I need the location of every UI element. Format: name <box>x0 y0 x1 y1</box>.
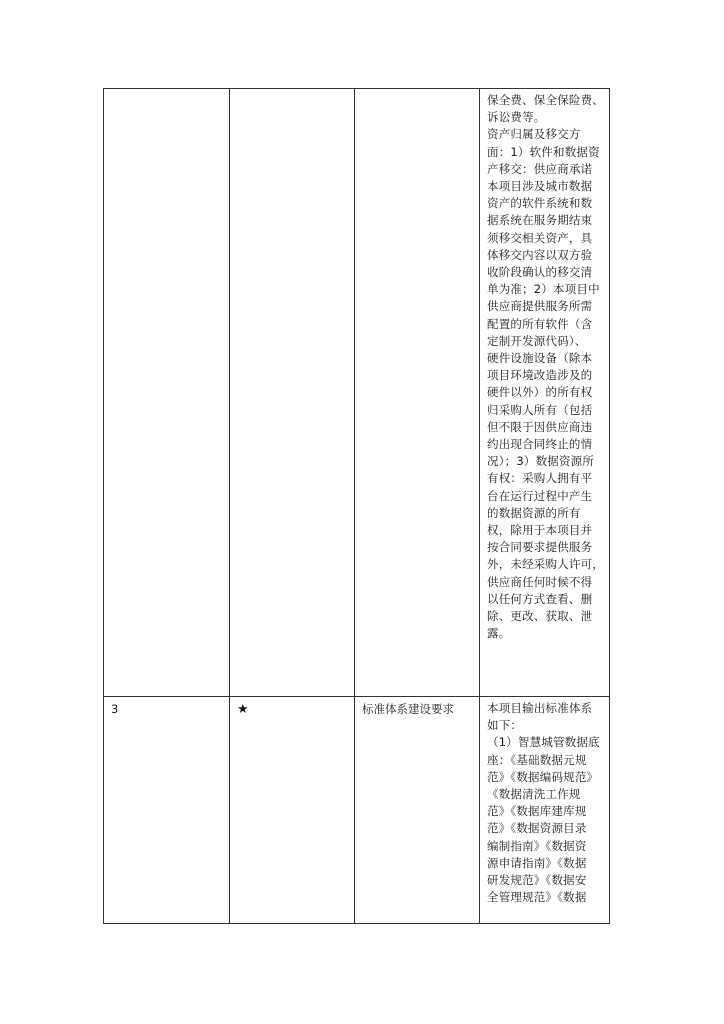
item-name: 标准体系建设要求 <box>362 702 454 716</box>
content-line: 台在运行过程中产生 <box>487 488 593 503</box>
content-line: 须移交相关资产，具 <box>487 230 593 245</box>
content-line: 范》《数据库建库规 <box>487 804 587 819</box>
content-line: 况）；3）数据资源所 <box>487 454 595 469</box>
content-line: 体移交内容以双方验 <box>487 247 593 262</box>
star-icon: ★ <box>237 702 249 717</box>
content-line: 如下： <box>487 718 523 733</box>
content-cell <box>480 697 610 924</box>
content-line: 的数据资源的所有 <box>487 505 581 520</box>
content-line: 硬件设施设备（除本 <box>487 351 593 366</box>
mark-cell <box>230 697 355 924</box>
content-line: 约出现合同终止的情 <box>487 437 593 452</box>
row-number: 3 <box>111 702 119 716</box>
content-line: 源申请指南》《数据 <box>487 855 587 870</box>
content-line: 但不限于因供应商违 <box>487 419 593 434</box>
item-name <box>355 89 479 93</box>
item-cell <box>355 89 480 697</box>
requirements-table <box>103 88 610 924</box>
mark-symbol <box>230 89 354 93</box>
content-text <box>480 89 609 643</box>
content-line: 归采购人所有（包括 <box>487 402 593 417</box>
content-line: 本项目涉及城市数据 <box>487 179 593 194</box>
content-cell <box>480 89 610 697</box>
table-row <box>104 89 610 697</box>
content-line: 配置的所有软件（含 <box>487 316 593 331</box>
content-line: 诉讼费等。 <box>487 110 546 125</box>
content-line: 范》《数据编码规范》 <box>487 769 599 784</box>
content-line: 座：《基础数据元规 <box>487 752 587 767</box>
content-line: 权，除用于本项目并 <box>487 523 593 538</box>
item-cell <box>355 697 480 924</box>
content-line: 本项目输出标准体系 <box>487 701 593 715</box>
content-line: 以任何方式查看、删 <box>487 591 593 606</box>
content-line: 保全费、保全保险费、 <box>487 93 604 107</box>
content-line: 单为准；2）本项目中 <box>487 282 600 297</box>
row-number-cell <box>104 697 230 924</box>
content-line: 《数据清洗工作规 <box>487 787 581 802</box>
row-number <box>104 89 229 93</box>
content-line: 编制指南》《数据资 <box>487 838 587 853</box>
content-line: 按合同要求提供服务 <box>487 540 593 555</box>
table-row <box>104 697 610 924</box>
content-line: 露。 <box>487 626 511 641</box>
content-line: 除、更改、获取、泄 <box>487 609 593 624</box>
content-line: 资产归属及移交方 <box>487 127 581 142</box>
mark-cell <box>230 89 355 697</box>
row-number-cell <box>104 89 230 697</box>
content-text <box>480 697 609 906</box>
content-line: 产移交：供应商承诺 <box>487 161 593 176</box>
content-line: 项目环境改造涉及的 <box>487 368 593 383</box>
content-line: 外，未经采购人许可， <box>487 557 604 572</box>
content-line: 收阶段确认的移交清 <box>487 265 593 280</box>
content-line: 面：1）软件和数据资 <box>487 144 600 159</box>
content-line: 研发规范》《数据安 <box>487 873 587 888</box>
content-line: 供应商任何时候不得 <box>487 574 593 589</box>
content-line: （1）智慧城管数据底 <box>487 735 600 750</box>
content-line: 硬件以外）的所有权 <box>487 385 593 400</box>
content-line: 范》《数据资源目录 <box>487 821 587 836</box>
content-line: 有权：采购人拥有平 <box>487 471 593 486</box>
content-line: 供应商提供服务所需 <box>487 299 593 314</box>
content-line: 全管理规范》《数据 <box>487 890 587 905</box>
content-line: 据系统在服务期结束 <box>487 213 593 228</box>
content-line: 资产的软件系统和数 <box>487 196 593 211</box>
content-line: 定制开发源代码）、 <box>487 333 587 348</box>
